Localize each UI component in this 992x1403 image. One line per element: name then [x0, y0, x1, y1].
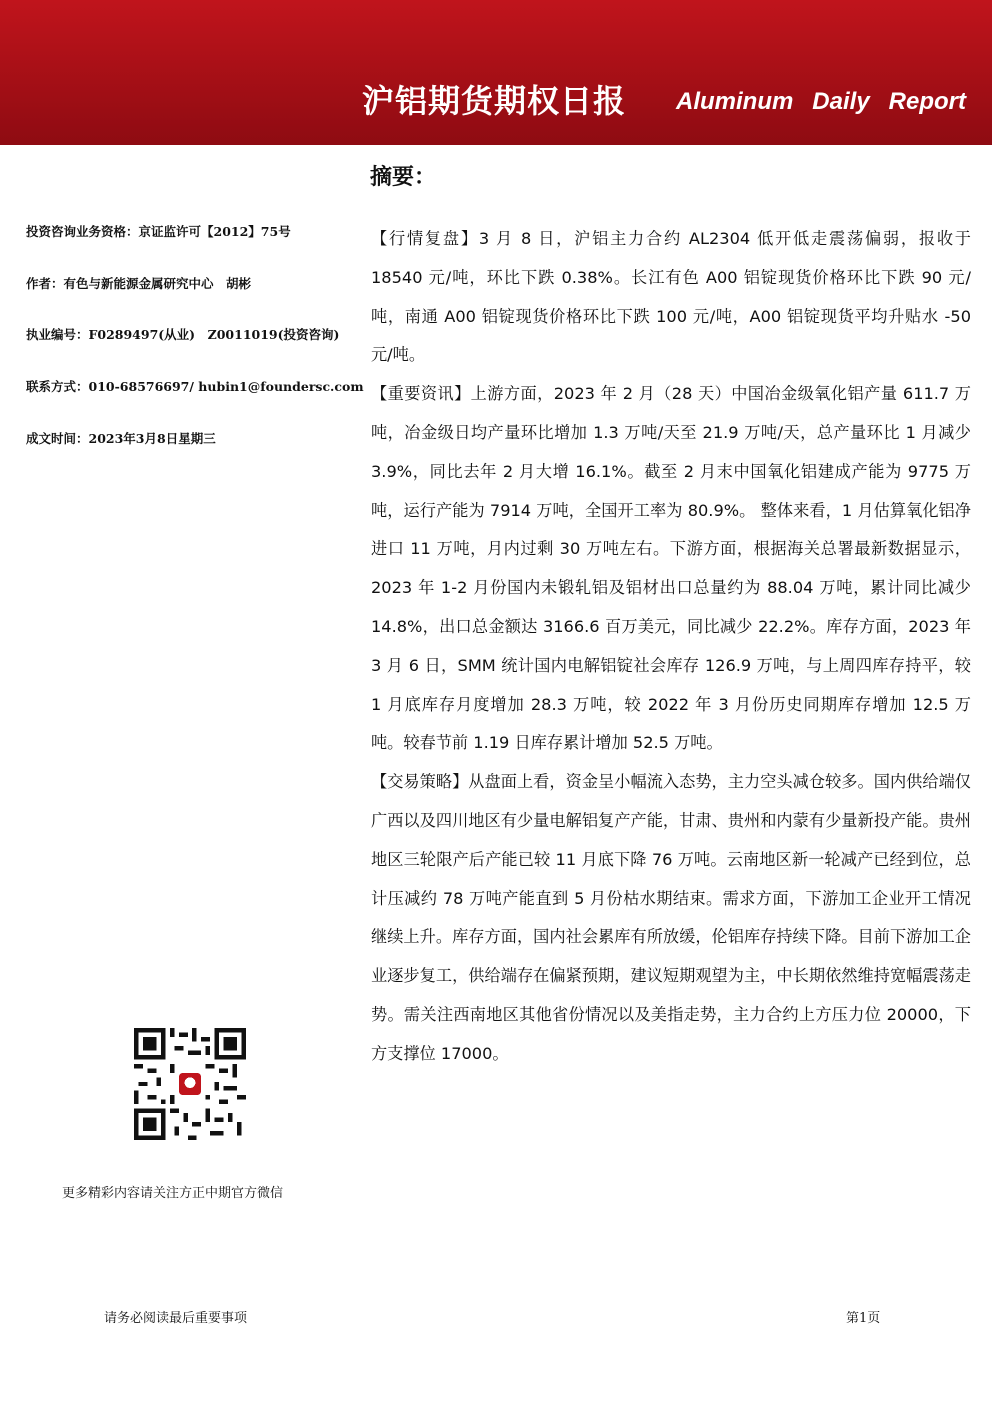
- meta-author-value: 有色与新能源金属研究中心 胡彬: [63, 276, 252, 291]
- qr-caption: 更多精彩内容请关注方正中期官方微信: [62, 1186, 284, 1201]
- page-number: 第1页: [846, 1311, 881, 1326]
- title-en-word-3: Report: [888, 88, 966, 115]
- meta-contact-value: 010-68576697/ hubin1@foundersc.com: [88, 379, 364, 394]
- wechat-qr-code: [134, 1028, 246, 1140]
- meta-license-label: 执业编号：: [26, 327, 89, 342]
- report-title-cn: 沪铝期货期权日报: [362, 82, 627, 120]
- meta-qualification: [26, 222, 291, 240]
- meta-date-label: 成文时间：: [26, 431, 89, 446]
- title-en-word-1: Aluminum: [676, 88, 794, 115]
- footer-notice: 请务必阅读最后重要事项: [104, 1311, 248, 1326]
- key-news-paragraph: 【重要资讯】上游方面，2023 年 2 月（28 天）中国冶金级氧化铝产量 611.7 万吨，冶金级日均产量环比增加 1.3 万吨/天至 21.9 万吨/天，总产量环比 1 月减少 3.9%，同比去年 2 月大增 16.1%。截至 2 月末中国氧化铝建成产能为 9775 万吨，运行产能为 7914 万吨，全国开工率为 80.9%。 整体来看，1 月估算氧化铝净进口 11 万吨，月内过剩 30 万吨左右。下游方面，根据海关总署最新数据显示，2023 年 1-2 月份国内未锻轧铝及铝材出口总量约为 88.04 万吨，累计同比减少 14.8%，出口总金额达 3166.6 百万美元，同比减少 22.2%。库存方面，2023 年 3 月 6 日，SMM 统计国内电解铝锭社会库存 126.9 万吨，与上周四库存持平，较 1 月底库存月度增加 28.3 万吨，较 2022 年 3 月份历史同期库存增加 12.5 万吨。较春节前 1.19 日库存累计增加 52.5 万吨。: [371, 384, 971, 753]
- meta-contact-label: 联系方式：: [26, 379, 89, 394]
- meta-qualification-value: 京证监许可【2012】75号: [138, 224, 291, 239]
- meta-date-value: 2023年3月8日星期三: [88, 431, 216, 446]
- meta-contact: [26, 377, 364, 395]
- header-banner: [0, 0, 992, 145]
- meta-author-label: 作者：: [26, 276, 64, 291]
- strategy-paragraph: 【交易策略】从盘面上看，资金呈小幅流入态势，主力空头减仓较多。国内供给端仅广西以及四川地区有少量电解铝复产产能，甘肃、贵州和内蒙有少量新投产能。贵州地区三轮限产后产能已较 11 月底下降 76 万吨。云南地区新一轮减产已经到位，总计压减约 78 万吨产能直到 5 月份枯水期结束。需求方面，下游加工企业开工情况继续上升。库存方面，国内社会累库有所放缓，伦铝库存持续下降。目前下游加工企业逐步复工，供给端存在偏紧预期，建议短期观望为主，中长期依然维持宽幅震荡走势。需关注西南地区其他省份情况以及美指走势，主力合约上方压力位 20000，下方支撑位 17000。: [371, 772, 971, 1063]
- report-body: [371, 220, 971, 1074]
- meta-author: [26, 274, 251, 292]
- meta-license: [26, 325, 339, 343]
- summary-heading: 摘要：: [370, 165, 437, 190]
- title-en-word-2: Daily: [812, 88, 870, 115]
- report-title-en: [676, 88, 966, 116]
- market-review-paragraph: 【行情复盘】3 月 8 日，沪铝主力合约 AL2304 低开低走震荡偏弱，报收于 18540 元/吨，环比下跌 0.38%。长江有色 A00 铝锭现货价格环比下跌 90 元/吨，南通 A00 铝锭现货价格环比下跌 100 元/吨，A00 铝锭现货平均升贴水 -50 元/吨。: [371, 229, 971, 365]
- meta-qualification-label: 投资咨询业务资格：: [26, 224, 139, 239]
- meta-license-value: F0289497(从业) Z0011019(投资咨询): [88, 327, 340, 342]
- meta-date: [26, 429, 216, 447]
